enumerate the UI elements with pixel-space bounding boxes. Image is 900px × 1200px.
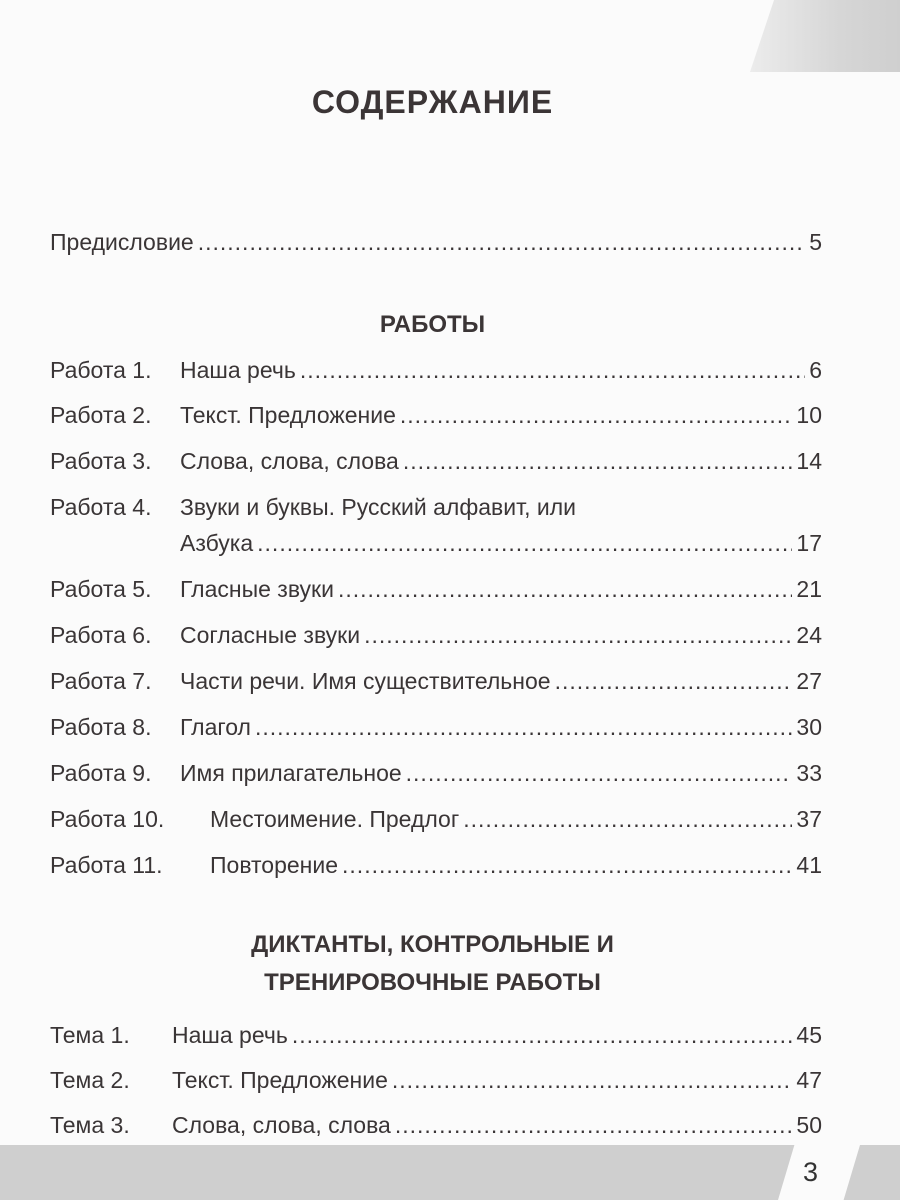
toc-entry-title: Местоимение. Предлог [210,806,460,832]
leader-dots [400,400,793,430]
leader-dots [257,528,792,558]
toc-entry-number: Работа 5. [50,576,152,602]
toc-entry-number: Тема 3. [50,1112,130,1138]
toc-entry-continuation[interactable] [180,528,822,558]
toc-entry-page: 5 [809,229,822,255]
section-heading-dictations-line1: ДИКТАНТЫ, КОНТРОЛЬНЫЕ И [251,931,614,958]
toc-entry-page: 27 [796,668,822,694]
toc-entry-title: Предисловие [50,229,194,255]
toc-entry[interactable] [50,1020,822,1050]
leader-dots [342,850,792,880]
toc-entry-number: Работа 9. [50,760,152,786]
toc-entry-title: Текст. Предложение [180,402,396,428]
page-title: СОДЕРЖАНИЕ [311,84,554,120]
toc-entry-page: 45 [796,1022,822,1048]
toc-entry[interactable] [50,446,822,476]
toc-entry-number: Работа 6. [50,622,152,648]
section-heading-dictations-line2: ТРЕНИРОВОЧНЫЕ РАБОТЫ [264,969,601,996]
leader-dots [392,1065,793,1095]
toc-entry-page: 17 [796,530,822,556]
leader-dots [300,355,805,385]
toc-entry[interactable] [50,574,822,604]
toc-entry-number: Работа 1. [50,357,152,383]
toc-entry-page: 50 [796,1112,822,1138]
toc-entry-page: 6 [809,357,822,383]
toc-entry[interactable] [50,620,822,650]
toc-entry-page: 33 [796,760,822,786]
toc-entry-number: Работа 11. [50,852,163,878]
toc-entry-number: Работа 10. [50,806,165,832]
leader-dots [463,804,792,834]
page-corner-decoration [750,0,900,72]
leader-dots [364,620,792,650]
toc-entry-title: Части речи. Имя существительное [180,668,551,694]
toc-entry-title: Повторение [210,852,339,878]
toc-entry-title: Наша речь [172,1022,288,1048]
toc-entry-title: Звуки и буквы. Русский алфавит, или [180,494,577,520]
toc-entry-page: 21 [796,576,822,602]
toc-entry-number: Работа 2. [50,402,152,428]
toc-entry[interactable] [50,400,822,430]
section-heading-works: РАБОТЫ [379,311,486,338]
toc-entry-title: Глагол [180,714,251,740]
toc-entry[interactable] [50,355,822,385]
page-number-notch [778,1145,860,1200]
toc-entry[interactable] [50,1110,822,1140]
toc-entry-page: 14 [796,448,822,474]
toc-entry-number: Тема 1. [50,1022,130,1048]
toc-entry[interactable] [50,492,822,522]
toc-entry-number: Тема 2. [50,1067,130,1093]
leader-dots [292,1020,793,1050]
toc-entry-page: 37 [796,806,822,832]
page-number: 3 [803,1157,819,1187]
toc-entry-title: Согласные звуки [180,622,361,648]
toc-entry-title: Наша речь [180,357,296,383]
leader-dots [555,666,793,696]
toc-entry-number: Работа 4. [50,494,152,520]
leader-dots [403,446,793,476]
toc-entry[interactable] [50,758,822,788]
toc-entry-page: 24 [796,622,822,648]
toc-entry-number: Работа 8. [50,714,152,740]
toc-entry-page: 41 [796,852,822,878]
toc-entry-title-cont: Азбука [180,530,254,556]
leader-dots [338,574,792,604]
page-footer-band [0,1145,900,1200]
toc-entry-page: 47 [796,1067,822,1093]
toc-entry[interactable] [50,850,822,880]
toc-entry[interactable] [50,712,822,742]
toc-entry-page: 30 [796,714,822,740]
toc-entry-title: Имя прилагательное [180,760,402,786]
toc-entry-number: Работа 7. [50,668,152,694]
toc-entry-title: Слова, слова, слова [172,1112,391,1138]
toc-entry-preface[interactable] [50,227,822,257]
leader-dots [255,712,792,742]
toc-entry-title: Гласные звуки [180,576,334,602]
toc-entry[interactable] [50,804,822,834]
toc-entry-number: Работа 3. [50,448,152,474]
toc-entry-page: 10 [796,402,822,428]
leader-dots [395,1110,793,1140]
toc-entry-title: Текст. Предложение [172,1067,388,1093]
leader-dots [198,227,805,257]
toc-entry-title: Слова, слова, слова [180,448,399,474]
toc-entry[interactable] [50,666,822,696]
toc-entry[interactable] [50,1065,822,1095]
leader-dots [406,758,793,788]
